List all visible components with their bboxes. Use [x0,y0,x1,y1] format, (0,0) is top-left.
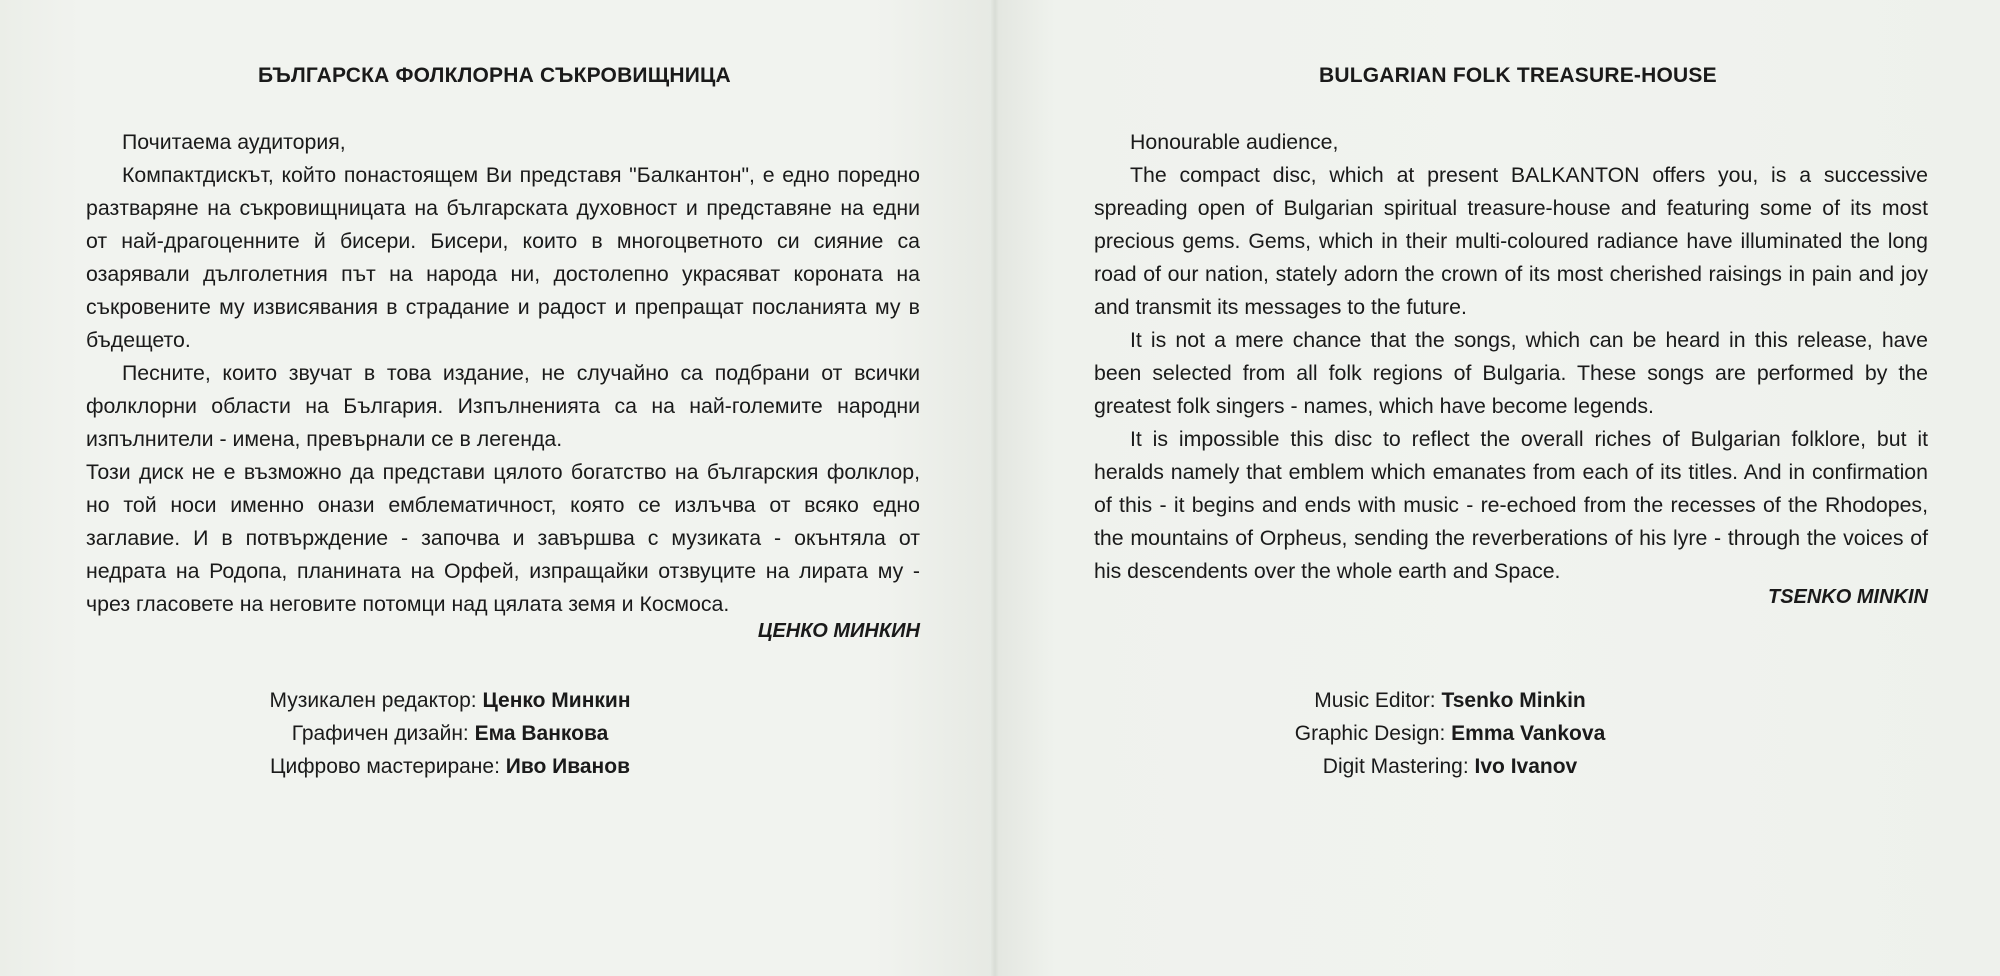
credit-role: Музикален редактор: [269,689,477,712]
right-paragraph-3: It is impossible this disc to reflect the overall riches of Bulgarian folklore, but it heralds namely that emblem which emanates from each of its titles. And in confirmation of this - it begins and ends with music - re-echoed from the recesses of the Rhodopes, the mountains of Orpheus, sending the reverberations of his lyre - through the voices of his descendents over the whole earth and Space. [1094,427,1928,583]
left-signature: ЦЕНКО МИНКИН [757,620,920,642]
credit-person: Emma Vankova [1451,722,1606,745]
left-page-body [86,126,920,621]
left-credit-digital-mastering [200,750,700,783]
left-salutation: Почитаема аудитория, [122,130,346,154]
right-salutation: Honourable audience, [1130,130,1339,154]
credit-person: Tsenko Minkin [1441,689,1586,712]
right-signature: TSENKO MINKIN [1768,586,1928,608]
left-paragraph-2: Песните, които звучат в това издание, не случайно са подбрани от всички фолклорни области на България. Изпълненията са на най-големите народни изпълнители - имена, превърнали се в легенда. [86,361,920,451]
credit-role: Graphic Design: [1294,722,1446,745]
left-credit-graphic-design [200,717,700,750]
right-credits [1200,684,1700,783]
right-page-body [1094,126,1928,588]
left-credit-music-editor [200,684,700,717]
right-page-heading: BULGARIAN FOLK TREASURE-HOUSE [1319,64,1717,87]
credit-role: Цифрово мастериране: [270,755,500,778]
credit-person: Ivo Ivanov [1474,755,1578,778]
credit-role: Music Editor: [1314,689,1436,712]
right-paragraph-1: The compact disc, which at present BALKANTON offers you, is a successive spreading open of Bulgarian spiritual treasure-house and featuring some of its most precious gems. Gems, which in their multi-coloured radiance have illuminated the long road of our nation, stately adorn the crown of its most cherished raisings in pain and joy and transmit its messages to the future. [1094,163,1928,319]
left-paragraph-3: Този диск не е възможно да представи цялото богатство на българския фолклор, но той носи именно онази емблематичност, която се излъчва от всяко едно заглавие. И в потвърждение - започва и завършва с музиката - окънтяла от недрата на Родопа, планината на Орфей, изпращайки отзвуците на лирата му - чрез гласовете на неговите потомци над цялата земя и Космоса. [86,460,920,616]
left-credits [200,684,700,783]
left-page-heading: БЪЛГАРСКА ФОЛКЛОРНА СЪКРОВИЩНИЦА [258,64,731,87]
right-paragraph-2: It is not a mere chance that the songs, which can be heard in this release, have been selected from all folk regions of Bulgaria. These songs are performed by the greatest folk singers - names, which have become legends. [1094,328,1928,418]
right-credit-music-editor [1200,684,1700,717]
credit-role: Digit Mastering: [1322,755,1469,778]
right-credit-digital-mastering [1200,750,1700,783]
left-paragraph-1: Компактдискът, който понастоящем Ви представя "Балкантон", е едно поредно разтваряне на съкровищницата на българската духовност и представяне на едни от най-драгоценните й бисери. Бисери, които в многоцветното си сияние са озарявали дълголетния път на народа ни, достолепно украсяват короната на съкровените му извисявания в страдание и радост и препращат посланията му в бъдещето. [86,163,920,352]
credit-person: Ценко Минкин [482,689,631,712]
credit-person: Ема Ванкова [474,722,609,745]
right-credit-graphic-design [1200,717,1700,750]
booklet-fold [991,0,999,976]
credit-role: Графичен дизайн: [291,722,469,745]
credit-person: Иво Иванов [505,755,630,778]
